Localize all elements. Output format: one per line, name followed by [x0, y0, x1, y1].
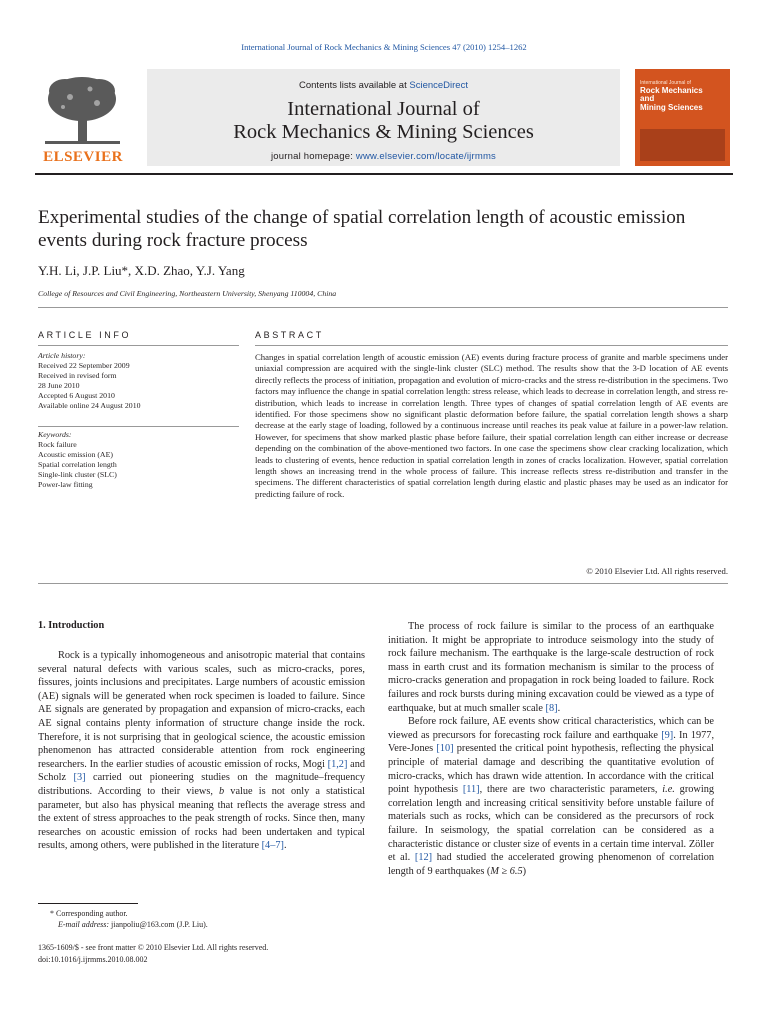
history-item: 28 June 2010: [38, 381, 80, 390]
abstract-text: Changes in spatial correlation length of acoustic emission (AE) events during fracture process of granite and marble specimens under uniaxial compression are acquired with the single-link cluster (SLC) method. The results show that the 3-D location of AE events directly reflects the process of initiation, propagation and evolution of micro-cracks and the stress re-distribution in the specimens. Two factors may influence the change in spatial correlation length: stress release, which leads to decrease in correlation length, and stress re-distribution, which leads to increase in correlation length. Three types of changes of spatial correlation length of AE events are identified. For those specimens show no significant plastic deformation before failure, the spatial correlation length shows a sharp decrease at the early stage of loading, followed by a continuous increase until reaches its peak value at failure in a power-law relation. However, for specimens that show marked plastic phase before failure, their spatial correlation length can either increase or decrease depending on the combination of the above-mentioned two factors. In one case the specimens show clear cracking localization, which leads to clustering of events, hence reduction in spatial correlation length in zones of cracks localization. However, spatial correlation length shows an increasing trend in the whole process of failure. This increase reflects stress re-distribution and transfer in the specimens. The different characteristics of spatial correlation length during elastic and plastic phases may be used as an indicator for predicting failure of rock.: [255, 352, 728, 499]
authors[interactable]: Y.H. Li, J.P. Liu*, X.D. Zhao, Y.J. Yang: [38, 263, 245, 278]
copyright: © 2010 Elsevier Ltd. All rights reserved.: [586, 566, 728, 576]
body-column-left: [38, 649, 365, 853]
divider: [38, 583, 728, 584]
issn-line: 1365-1609/$ - see front matter © 2010 Elsevier Ltd. All rights reserved.: [38, 943, 269, 952]
body-column-right: [388, 620, 714, 878]
history-item: Received 22 September 2009: [38, 361, 130, 370]
journal-homepage-link[interactable]: www.elsevier.com/locate/ijrmms: [355, 151, 497, 162]
paragraph: The process of rock failure is similar to the process of an earthquake initiation. It might be appropriate to introduce seismology into the study of rock failure mechanism. The earthquake is the large-scale destruction of rock mass in earth crust and its formation mechanism is similar to the process of micro-cracks generation and propagation in rock being loaded to failure. Rock failures and rock bursts during mining excavation could be viewed as a type of earthquake, but at much smaller scale [8].: [388, 621, 714, 714]
running-head[interactable]: International Journal of Rock Mechanics & Mining Sciences 47 (2010) 1254–1262: [241, 42, 527, 52]
homepage-line: [147, 151, 620, 162]
article-history: [38, 351, 238, 411]
contents-prefix: Contents lists available at: [299, 80, 410, 91]
cover-small-text: International Journal of: [640, 80, 691, 86]
cover-image: [640, 129, 725, 161]
cover-title: [640, 87, 703, 112]
citation-link[interactable]: [4–7]: [261, 840, 284, 852]
keyword: Acoustic emission (AE): [38, 450, 113, 459]
keywords-label: Keywords:: [38, 430, 72, 439]
citation-link[interactable]: [11]: [462, 784, 480, 796]
contents-line: [147, 80, 620, 91]
footnote-rule: [38, 903, 138, 904]
corresponding-author-note: * Corresponding author.: [50, 909, 128, 918]
citation-link[interactable]: [10]: [436, 743, 454, 755]
article-title: Experimental studies of the change of spatial correlation length of acoustic emission events during rock fracture process: [38, 207, 686, 251]
journal-title-line-1: International Journal of: [287, 98, 480, 120]
citation-link[interactable]: [3]: [73, 772, 86, 784]
history-item: Accepted 6 August 2010: [38, 391, 115, 400]
email-address[interactable]: jianpoliu@163.com (J.P. Liu).: [109, 920, 208, 929]
cover-title-line-1: Rock Mechanics: [640, 86, 703, 95]
publisher-name[interactable]: ELSEVIER: [43, 149, 123, 165]
issn-doi: [38, 942, 378, 965]
journal-title-line-2: Rock Mechanics & Mining Sciences: [233, 121, 534, 143]
citation-link[interactable]: [12]: [414, 852, 433, 864]
cover-title-line-2: and: [640, 94, 655, 104]
cover-title-line-3: Mining Sciences: [640, 102, 703, 112]
article-info-heading: ARTICLE INFO: [38, 330, 132, 340]
divider: [38, 426, 239, 427]
email-note: E-mail address: jianpoliu@163.com (J.P. Liu).: [58, 920, 208, 929]
keywords: [38, 430, 238, 490]
citation-link[interactable]: [9]: [661, 729, 674, 741]
sciencedirect-link[interactable]: ScienceDirect: [409, 80, 468, 91]
doi-line[interactable]: doi:10.1016/j.ijrmms.2010.08.002: [38, 954, 148, 964]
divider: [255, 345, 728, 346]
section-heading: 1. Introduction: [38, 620, 105, 631]
keyword: Spatial correlation length: [38, 460, 117, 469]
paragraph: Rock is a typically inhomogeneous and anisotropic material that contains several natural defects with various scales, such as micro-cracks, pores, fissures, joints inclusions and precipitates. Large numbers of acoustic emission (AE) signals will be generated when rock specimen is loaded to failure. Since AE signals are generated by propagation and expansion of micro-cracks, each AE signal contains plenty information of structure change inside the rock. Therefore, it is not surprising that in geological science, the acoustic emission phenomenon has attracted considerable attention from rock engineering researchers. In the earlier studies of acoustic emission of rocks, Mogi [1,2] and Scholz [3] carried out pioneering studies on the magnitude–frequency distributions. According to their views, b value is not only a statistical parameter, but also has physical meaning that reflects the average stress and the extent of stress approaches to the peak strength of rocks. Since then, many researches on acoustic emission of rocks had been undertaken and typical results, among others, were published in the literature [4–7].: [38, 650, 365, 852]
history-item: Received in revised form: [38, 371, 117, 380]
journal-cover-thumbnail[interactable]: [635, 69, 730, 166]
abstract-heading: ABSTRACT: [255, 330, 324, 340]
divider: [38, 307, 728, 308]
homepage-prefix: journal homepage:: [270, 151, 356, 162]
journal-title: [147, 98, 620, 144]
citation-link[interactable]: [1,2]: [327, 758, 348, 770]
footnotes: [38, 908, 368, 930]
paragraph: Before rock failure, AE events show critical characteristics, which can be viewed as precursors for forecasting rock failure and earthquake [9]. In 1977, Vere-Jones [10] presented the critical point hypothesis, reflecting the physical principle of material damage and describing the quantitative evolution of micro-cracks, which has drawn wide attention. In accordance with the critical point hypothesis [11], there are two characteristic parameters, i.e. growing correlation length and increasing critical sensitivity before unstable failure of materials such as rocks, which can be considered as the precursors of rock failure. In seismology, the spatial correlation can be considered as a characteristic distance or cluster size of events in a certain time interval. Zöller et al. [12] had studied the accelerated growing phenomenon of correlation length of 9 earthquakes (M ≥ 6.5): [388, 716, 715, 877]
masthead-rule: [35, 173, 733, 175]
keyword: Single-link cluster (SLC): [38, 470, 117, 479]
history-label: Article history:: [38, 351, 86, 360]
history-item: Available online 24 August 2010: [38, 401, 141, 410]
keyword: Rock failure: [38, 440, 77, 449]
divider: [38, 345, 239, 346]
citation-link[interactable]: [8]: [545, 702, 558, 714]
affiliation: College of Resources and Civil Engineering, Northeastern University, Shenyang 110004, China: [38, 289, 337, 298]
keyword: Power-law fitting: [38, 480, 93, 489]
